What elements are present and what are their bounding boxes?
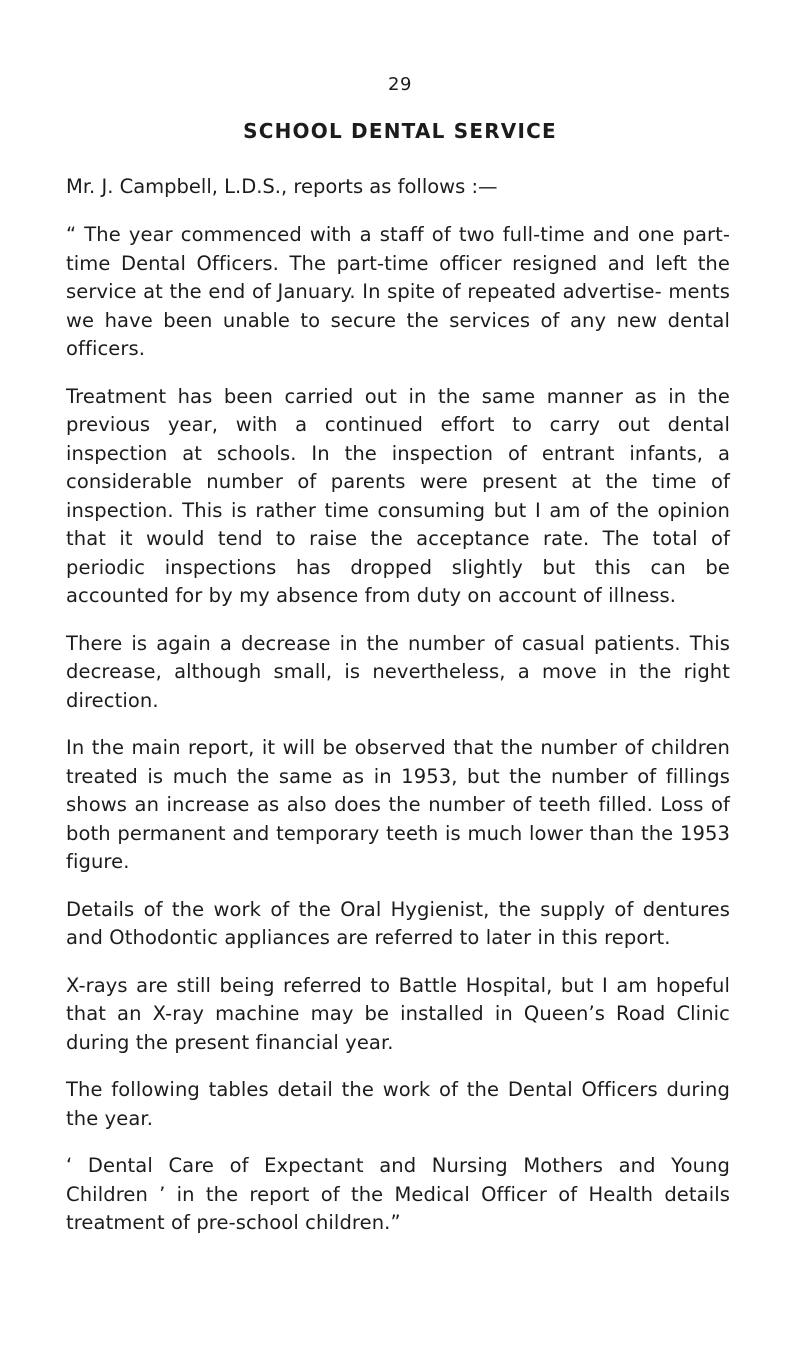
paragraph-tables: The following tables detail the work of the Dental Officers during the year. [66, 1078, 730, 1130]
paragraph-x-rays: X-rays are still being referred to Battle Hospital, but I am hopeful that an X-ray machine may be installed in Queen’s Road Clinic during the present financial year. [66, 973, 730, 1054]
paragraph-pre-school: ‘ Dental Care of Expectant and Nursing Mothers and Young Children ’ in the report of the Medical Officer of Health details treatment of pre-school children.” [66, 1154, 730, 1234]
paragraph-oral-hygienist: Details of the work of the Oral Hygienist, the supply of dentures and Othodontic appliances are referred to later in this report. [66, 897, 730, 949]
paragraph-casual-patients: There is again a decrease in the number of casual patients. This decrease, although small, is nevertheless, a move in the right direction. [66, 631, 730, 712]
page-title: SCHOOL DENTAL SERVICE [243, 119, 557, 143]
page-number: 29 [388, 74, 412, 95]
paragraph-treatment: Treatment has been carried out in the same manner as in the previous year, with a continued effort to carry out dental inspection at schools. In the inspection of entrant infants, a considerable number of parents were present at the time of inspection. This is rather time consuming but I am of the opinion that it would tend to raise the acceptance rate. The total of periodic inspections has dropped slightly but this can be accounted for by my absence from duty on account of illness. [66, 384, 730, 607]
paragraph-staffing: “ The year commenced with a staff of two full-time and one part-time Dental Officers. The part-time officer resigned and left the service at the end of January. In spite of repeated advertise- ments we have been unable to secure the services of any new dental officers. [66, 223, 730, 360]
report-intro: Mr. J. Campbell, L.D.S., reports as follows :— [66, 175, 498, 198]
paragraph-main-report: In the main report, it will be observed that the number of children treated is much the same as in 1953, but the number of fillings shows an increase as also does the number of teeth filled. Loss of both permanent and temporary teeth is much lower than the 1953 figure. [66, 736, 730, 873]
report-body [66, 173, 730, 1257]
